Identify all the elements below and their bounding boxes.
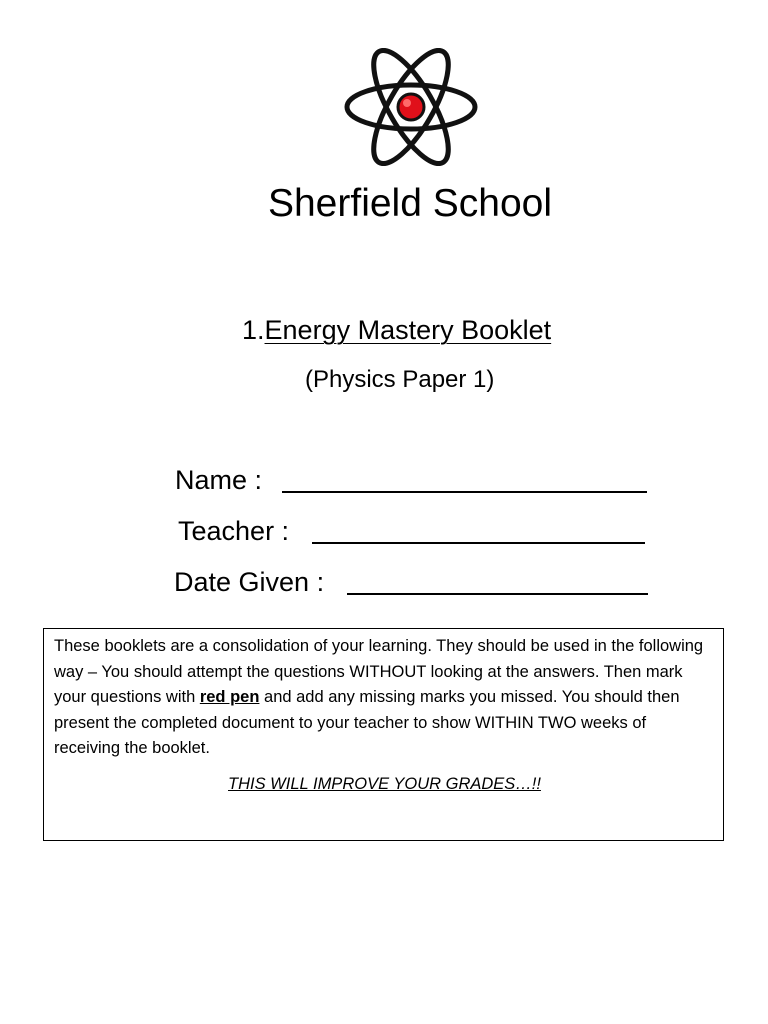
booklet-title-text: Energy Mastery Booklet [264, 315, 552, 345]
atom-nucleus [398, 94, 424, 120]
date-given-label: Date Given : [174, 567, 325, 597]
name-blank-line [282, 491, 647, 493]
name-label: Name : [175, 465, 263, 495]
instructions-box [43, 628, 724, 841]
booklet-number: 1. [242, 315, 265, 345]
instructions-text: These booklets are a consolidation of your learning. They should be used in the following way – You should attempt the questions WITHOUT looking at the answers. Then mark your questions with red pen and add any missing marks you missed. You should then present the completed document to your teacher to show WITHIN TWO weeks of receiving the booklet. [54, 637, 704, 757]
atom-icon [343, 48, 479, 166]
date-given-field [174, 562, 654, 602]
teacher-label: Teacher : [178, 516, 290, 546]
teacher-field [178, 511, 658, 551]
date-given-blank-line [347, 593, 648, 595]
booklet-subtitle: (Physics Paper 1) [305, 366, 495, 393]
improve-grades-note: THIS WILL IMPROVE YOUR GRADES…!! [228, 774, 541, 793]
school-name: Sherfield School [267, 182, 552, 225]
booklet-title [242, 311, 551, 349]
name-field [175, 460, 655, 500]
red-pen-emphasis: red pen [199, 688, 260, 706]
teacher-blank-line [312, 542, 645, 544]
